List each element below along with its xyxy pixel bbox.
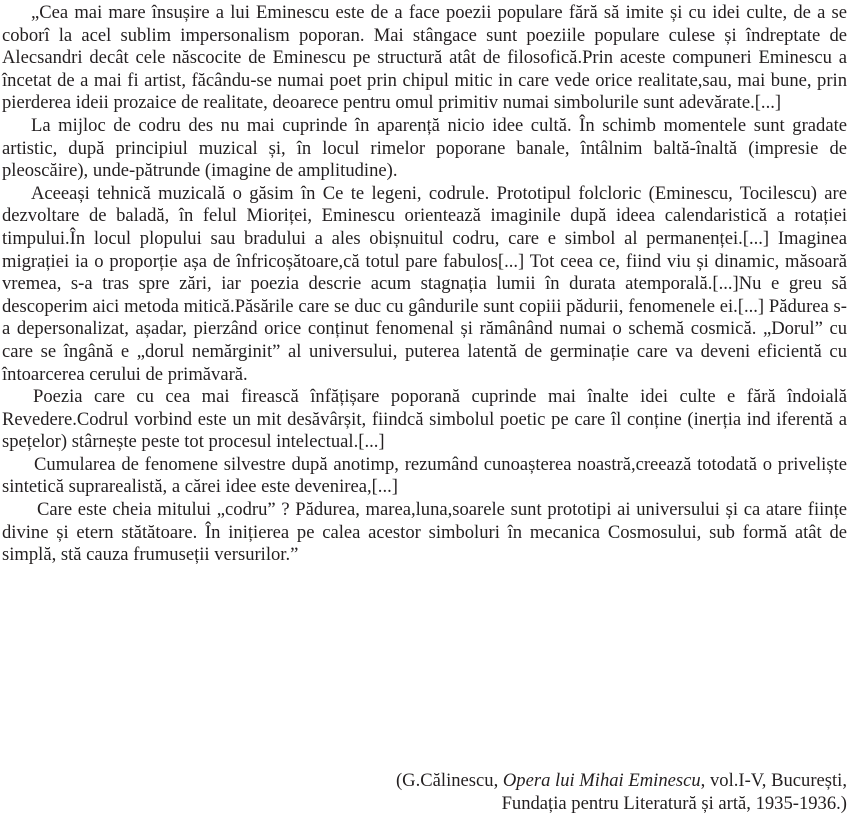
paragraph-5: Cumularea de fenomene silvestre după anotimp, rezumând cunoașterea noastră,creează totodată o priveliște sintetică suprarealistă, a cărei idee este devenirea,[...]: [2, 453, 847, 498]
citation-details: , vol.I-V, București,: [700, 770, 847, 791]
citation-line-1: [247, 769, 847, 792]
source-citation: [247, 769, 847, 815]
citation-author: (G.Călinescu,: [395, 770, 503, 791]
paragraph-6: Care este cheia mitului „codru” ? Pădurea, marea,luna,soarele sunt prototipi ai universului și ca atare ființe divine și etern stătătoare. În inițierea pe calea acestor simboluri în mecanica Cosmosului, sub formă atât de simplă, stă cauza frumuseții versurilor.”: [2, 499, 847, 566]
document-page: [2, 2, 847, 567]
citation-line-2: Fundația pentru Literatură și artă, 1935-1936.): [501, 793, 847, 814]
paragraph-1: „Cea mai mare însușire a lui Eminescu este de a face poezii populare fără să imite și cu idei culte, de a se coborî la acel sublim impersonalism poporan. Mai stângace sunt poeziile populare culese și îndreptate de Alecsandri decât cele născocite de Eminescu pe structură atât de filosofică.Prin aceste compuneri Eminescu a încetat de a mai fi artist, făcându-se numai poet prin chipul mitic in care vede orice realitate,sau, mai bune, prin pierderea ideii prozaice de realitate, deoarece pentru omul primitiv numai simbolurile sunt adevărate.[...]: [2, 2, 847, 114]
paragraph-2: La mijloc de codru des nu mai cuprinde în aparență nicio idee cultă. În schimb momentele sunt gradate artistic, după principiul muzical și, în locul rimelor poporane banale, întâlnim baltă-înaltă (impresie de pleoscăire), unde-pătrunde (imagine de amplitudine).: [2, 114, 847, 182]
citation-work-title: Opera lui Mihai Eminescu: [502, 770, 701, 791]
paragraph-4: Poezia care cu cea mai firească înfățișare poporană cuprinde mai înalte idei culte e fără îndoială Revedere.Codrul vorbind este un mit desăvârșit, fiindcă simbolul poetic pe care îl conține (inerția ind iferentă a spețelor) stârnește peste tot procesul intelectual.[...]: [2, 386, 847, 453]
paragraph-3: Aceeași tehnică muzicală o găsim în Ce te legeni, codrule. Prototipul folcloric (Eminescu, Tocilescu) are dezvoltare de baladă, în felul Mioriței, Eminescu orientează imaginile după ideea calendaristică a rotației timpului.În locul plopului sau bradului a ales obișnuitul codru, care e simbol al permanenței.[...] Imaginea migrației ia o proporție așa de înfricoșătoare,că totul pare fabulos[...] Tot ceea ce, fiind viu și dinamic, măsoară vremea, s-a tras spre zări, iar poezia descrie acum stagnația lumii în durata atemporală.[...]Nu e greu să descoperim aici metoda mitică.Păsările care se duc cu gândurile sunt copiii pădurii, fenomenele ei.[...] Pădurea s-a depersonalizat, așadar, pierzând orice conținut fenomenal și rămânând numai o schemă cosmică. „Dorul” cu care se îngână e „dorul nemărginit” al universului, puterea latentă de germinație care va deveni eficientă cu întoarcerea cerului de primăvară.: [2, 182, 847, 385]
